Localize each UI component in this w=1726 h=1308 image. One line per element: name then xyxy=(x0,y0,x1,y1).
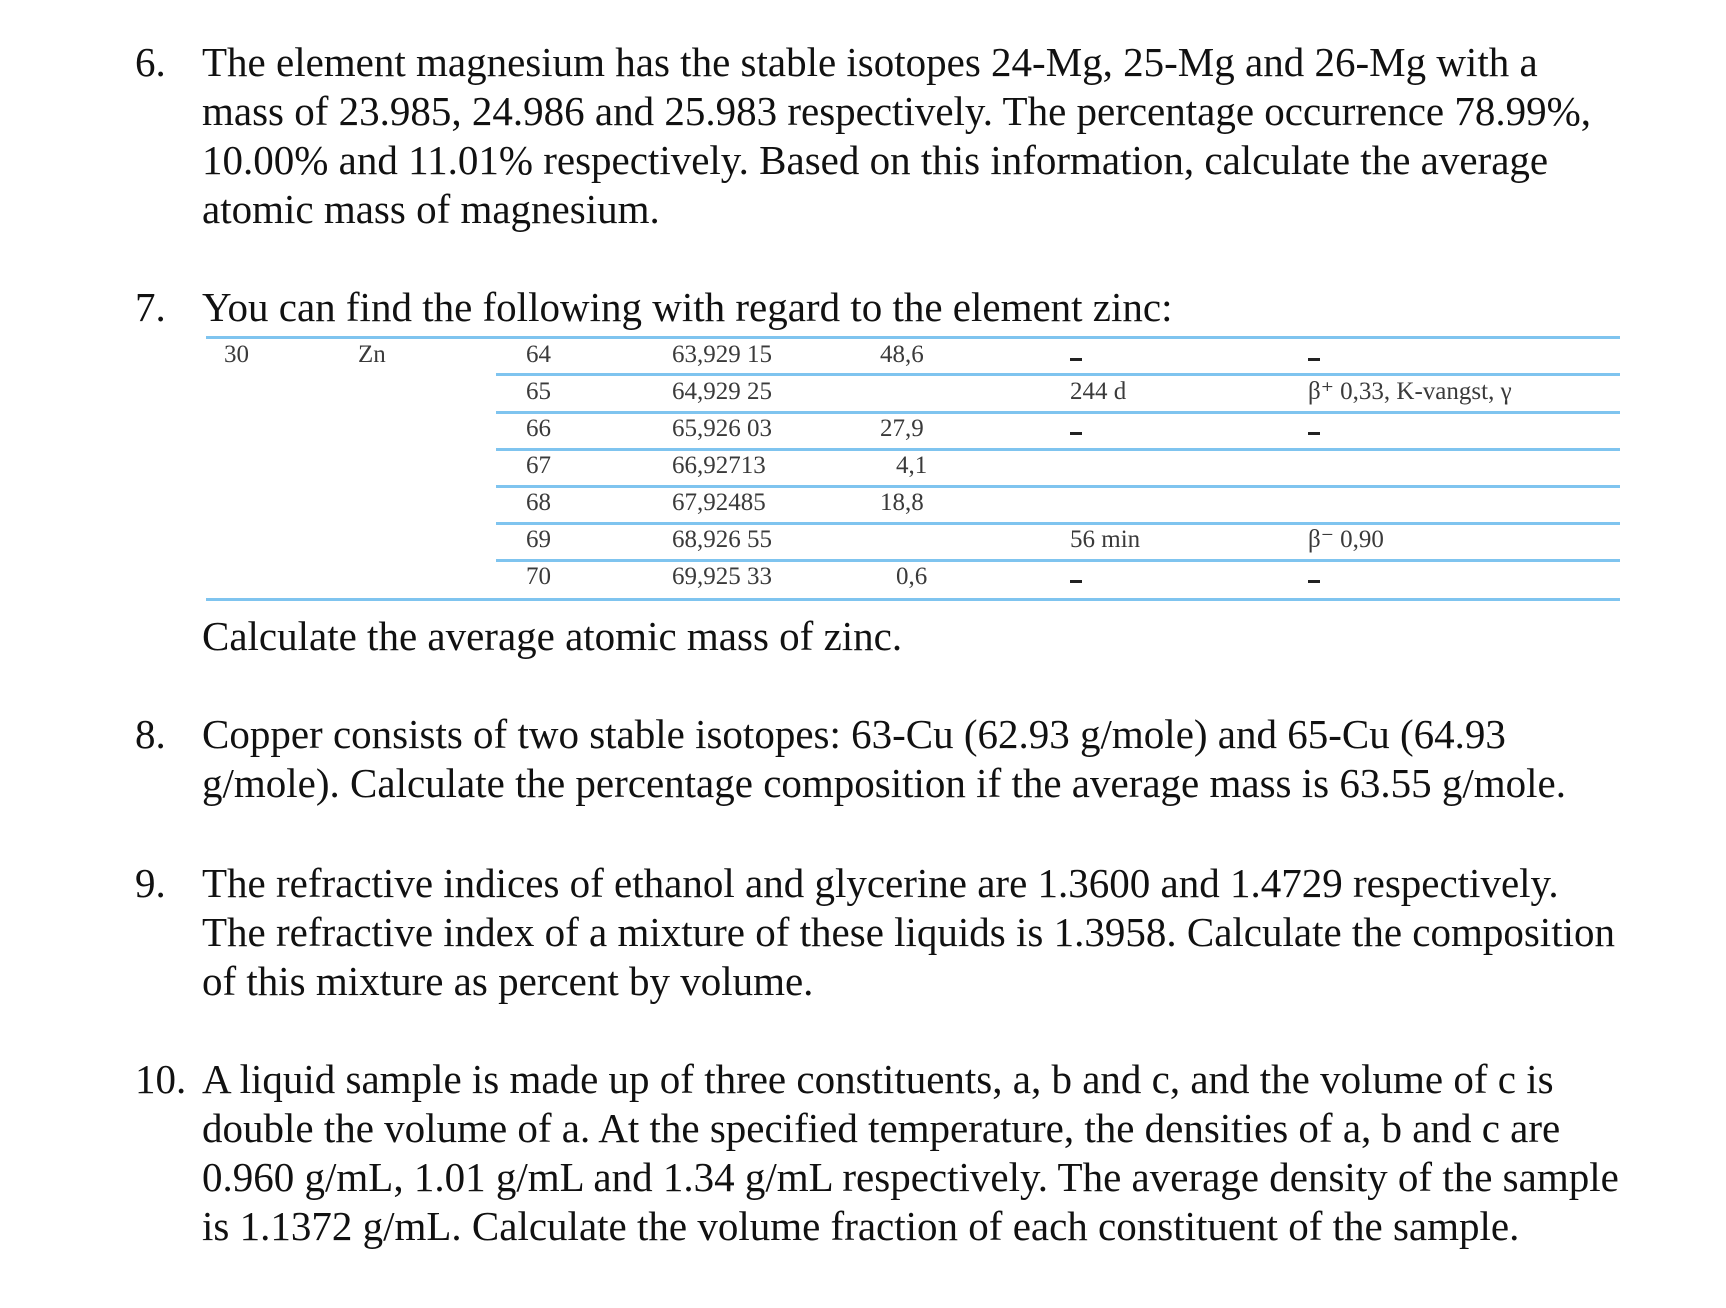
isotope-mass: 69,925 33 xyxy=(672,563,772,590)
mass-number: 68 xyxy=(526,489,551,516)
abundance: 48,6 xyxy=(880,341,924,368)
mass-number: 70 xyxy=(526,563,551,590)
text-line: g/mole). Calculate the percentage composition if the average mass is 63.55 g/mole. xyxy=(202,760,1566,806)
text-line: The refractive index of a mixture of these liquids is 1.3958. Calculate the composition xyxy=(202,909,1615,955)
mass-number: 65 xyxy=(526,378,551,405)
question-text xyxy=(202,859,1702,1006)
question-text xyxy=(202,710,1702,808)
text-line: Copper consists of two stable isotopes: 63-Cu (62.93 g/mole) and 65-Cu (64.93 xyxy=(202,711,1506,757)
isotope-mass: 68,926 55 xyxy=(672,526,772,553)
table-rule xyxy=(496,485,1620,488)
half-life-dash xyxy=(1070,580,1082,583)
text-line: mass of 23.985, 24.986 and 25.983 respectively. The percentage occurrence 78.99%, xyxy=(202,88,1591,134)
half-life: 244 d xyxy=(1070,378,1127,405)
table-rule xyxy=(496,522,1620,525)
element-symbol: Zn xyxy=(358,341,386,368)
isotope-mass: 63,929 15 xyxy=(672,341,772,368)
question-number: 7. xyxy=(135,284,166,330)
text-line: The refractive indices of ethanol and glycerine are 1.3600 and 1.4729 respectively. xyxy=(202,860,1559,906)
decay-dash xyxy=(1308,432,1320,435)
text-line: 10.00% and 11.01% respectively. Based on this information, calculate the average xyxy=(202,137,1549,183)
question-text xyxy=(202,612,1702,661)
text-line: You can find the following with regard to the element zinc: xyxy=(202,284,1173,330)
question-text xyxy=(202,38,1702,234)
decay-mode: β⁻ 0,90 xyxy=(1308,526,1384,553)
abundance: 18,8 xyxy=(880,489,924,516)
mass-number: 64 xyxy=(526,341,551,368)
mass-number: 69 xyxy=(526,526,551,553)
table-rule xyxy=(206,598,1620,601)
decay-dash xyxy=(1308,358,1320,361)
text-line: Calculate the average atomic mass of zinc. xyxy=(202,613,903,659)
text-line: is 1.1372 g/mL. Calculate the volume fraction of each constituent of the sample. xyxy=(202,1203,1520,1249)
mass-number: 67 xyxy=(526,452,551,479)
isotope-mass: 64,929 25 xyxy=(672,378,772,405)
half-life: 56 min xyxy=(1070,526,1141,553)
atomic-number: 30 xyxy=(224,341,249,368)
table-rule xyxy=(496,373,1620,376)
question-number: 9. xyxy=(135,860,166,906)
abundance: 4,1 xyxy=(896,452,928,479)
question-number: 8. xyxy=(135,711,166,757)
zinc-isotope-table xyxy=(206,336,1620,604)
text-line: atomic mass of magnesium. xyxy=(202,186,660,232)
isotope-mass: 67,92485 xyxy=(672,489,766,516)
half-life-dash xyxy=(1070,358,1082,361)
text-line: of this mixture as percent by volume. xyxy=(202,958,814,1004)
question-text xyxy=(202,283,1702,332)
text-line: double the volume of a. At the specified temperature, the densities of a, b and c are xyxy=(202,1105,1561,1151)
text-line: A liquid sample is made up of three constituents, a, b and c, and the volume of c is xyxy=(202,1056,1554,1102)
isotope-mass: 65,926 03 xyxy=(672,415,772,442)
half-life-dash xyxy=(1070,432,1082,435)
text-line: 0.960 g/mL, 1.01 g/mL and 1.34 g/mL respectively. The average density of the sample xyxy=(202,1154,1619,1200)
question-number: 10. xyxy=(135,1056,187,1102)
isotope-mass: 66,92713 xyxy=(672,452,766,479)
question-number: 6. xyxy=(135,39,166,85)
mass-number: 66 xyxy=(526,415,551,442)
decay-dash xyxy=(1308,580,1320,583)
text-line: The element magnesium has the stable isotopes 24-Mg, 25-Mg and 26-Mg with a xyxy=(202,39,1538,85)
abundance: 27,9 xyxy=(880,415,924,442)
table-rule xyxy=(496,448,1620,451)
decay-mode: β⁺ 0,33, K-vangst, γ xyxy=(1308,378,1512,405)
table-rule xyxy=(496,411,1620,414)
abundance: 0,6 xyxy=(896,563,928,590)
table-rule xyxy=(206,336,1620,339)
table-rule xyxy=(496,559,1620,562)
question-text xyxy=(202,1055,1702,1251)
